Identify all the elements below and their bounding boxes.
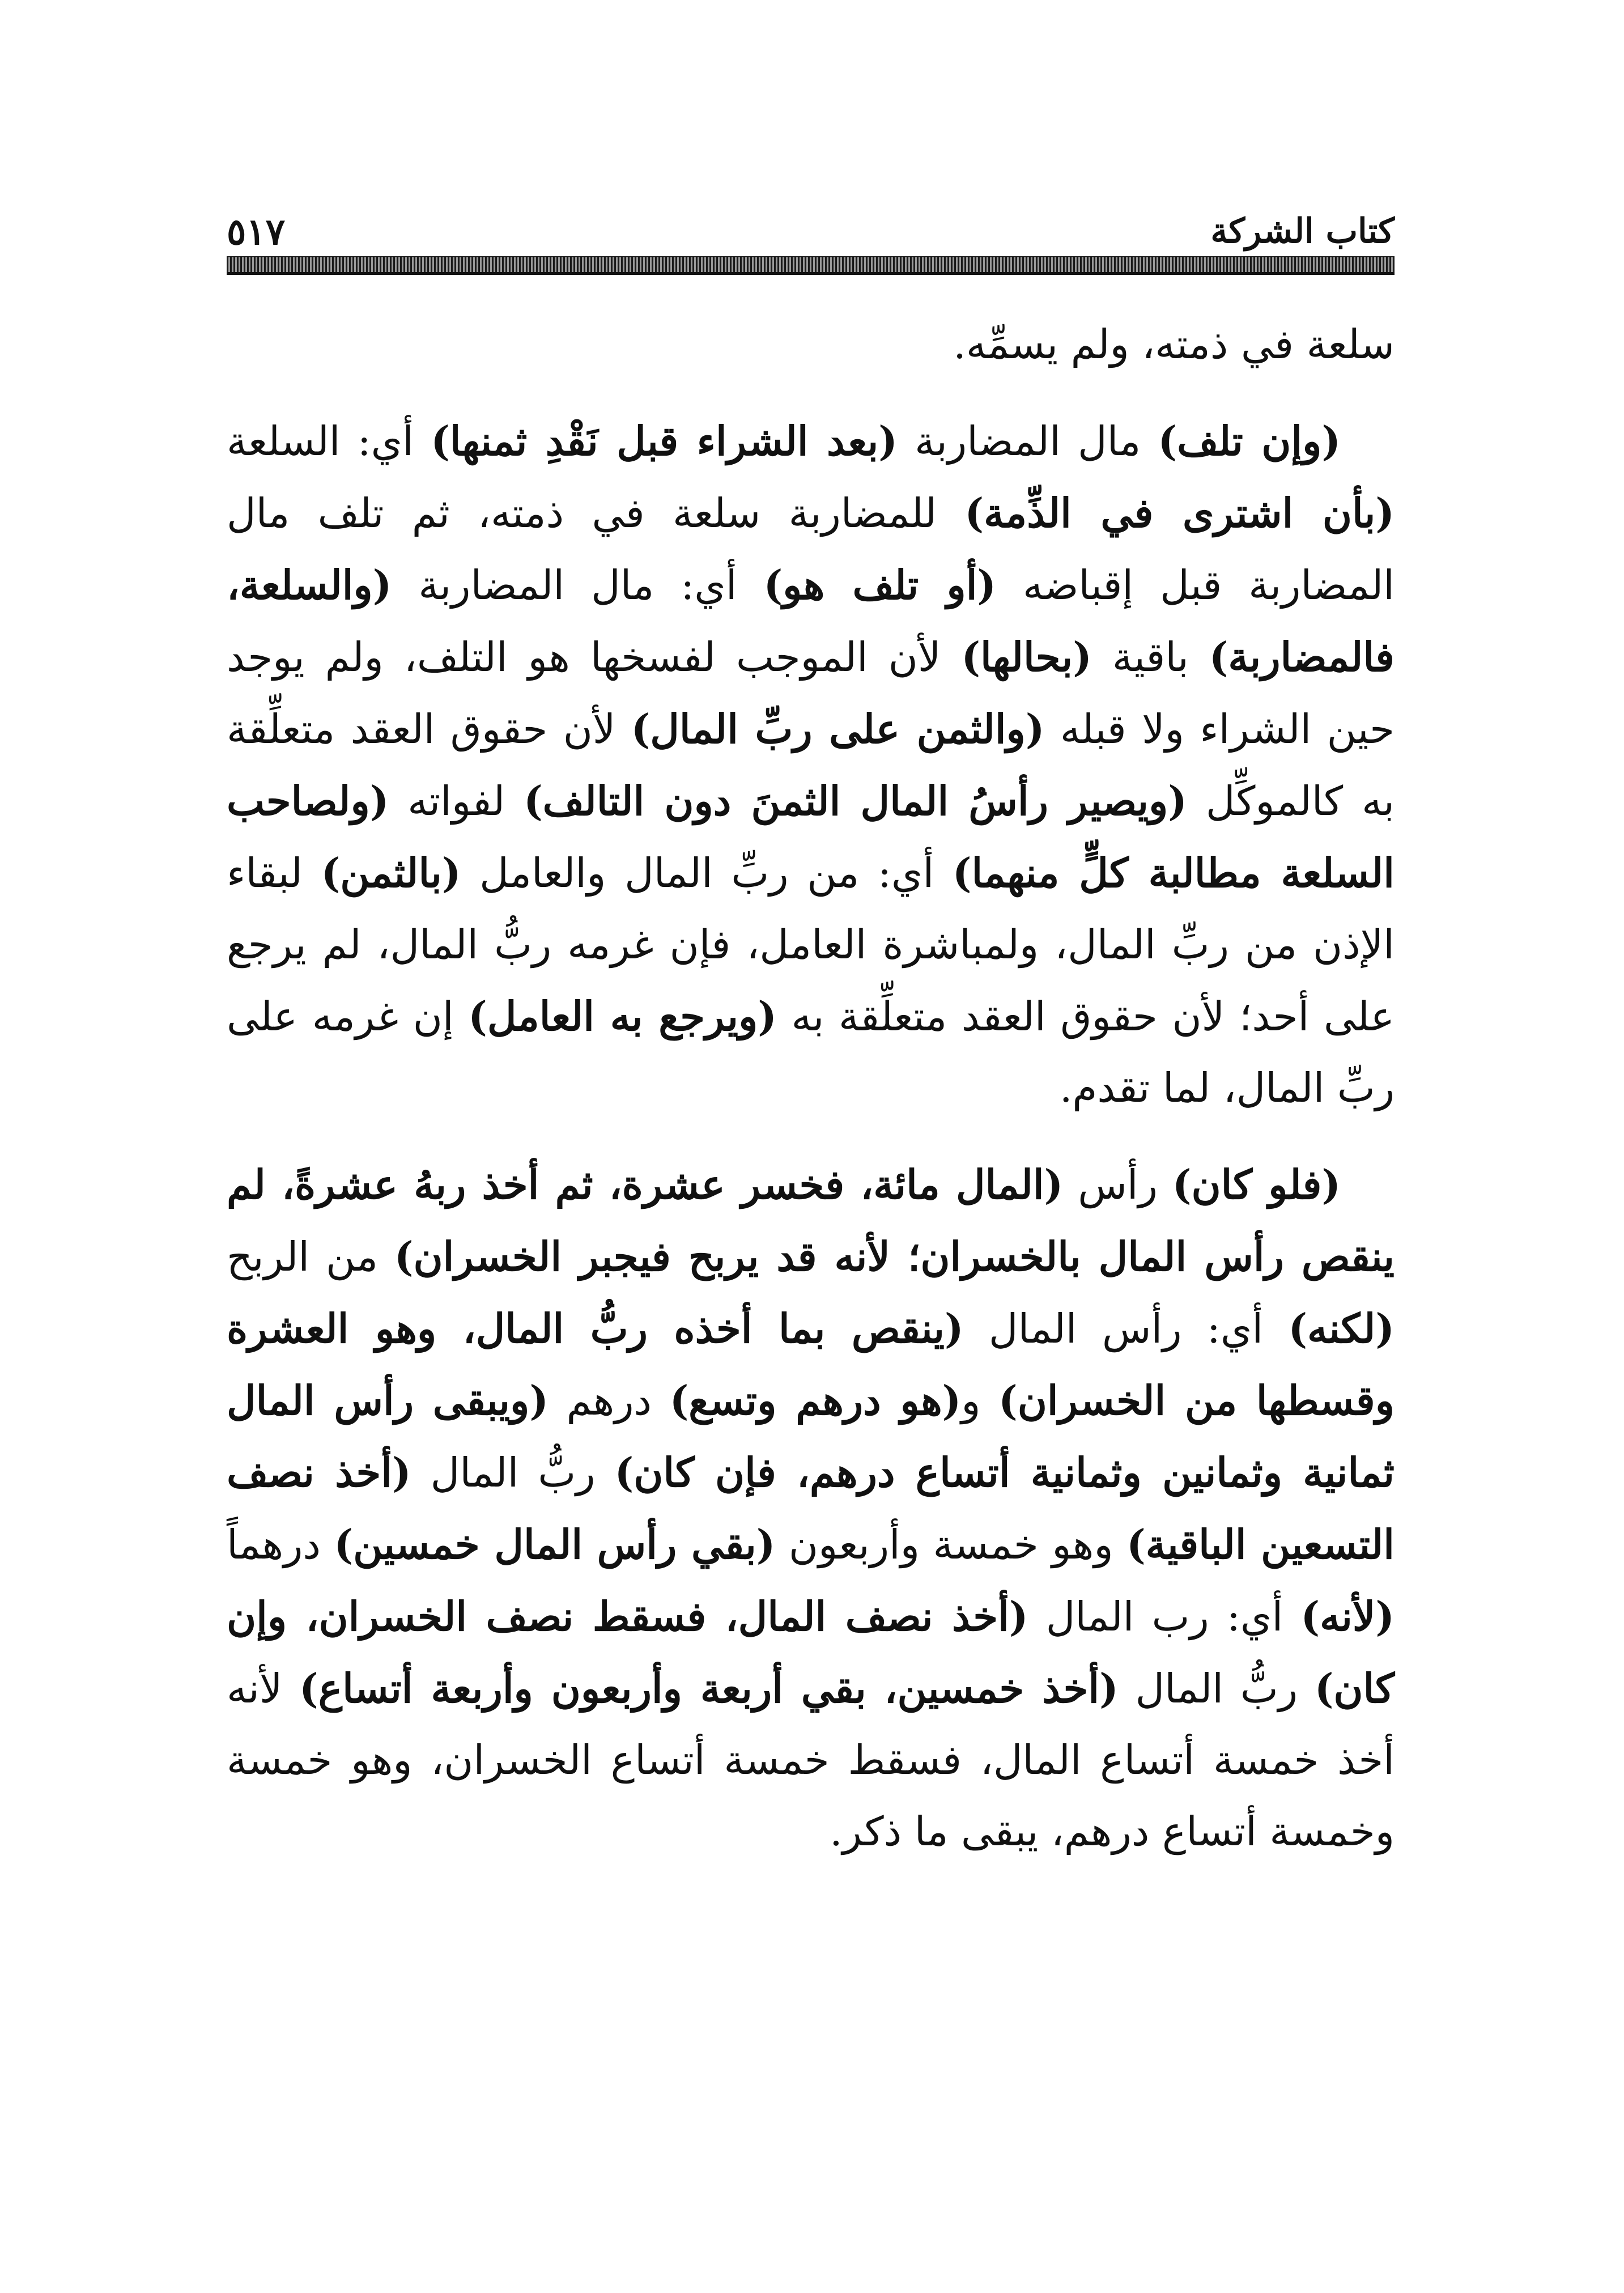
text-run: رأس [1063,1161,1172,1208]
bold-text-run: (فلو كان) [1172,1161,1341,1208]
paragraph [227,1149,1395,1867]
bold-text-run: (ويبقى رأس المال ثمانية وثمانين وثمانية أتساع درهم، فإن كان) [227,1377,1395,1496]
bold-text-run: (بحالها) [961,633,1092,681]
bold-text-run: (هو درهم وتسع) [669,1377,962,1424]
text-run: درهم [548,1377,670,1424]
header-divider [227,256,1395,275]
bold-text-run: (أخذ نصف المال، فسقط نصف الخسران، وإن كان) [227,1593,1395,1712]
text-run: ربُّ المال [1118,1665,1315,1712]
bold-text-run: (ينقص بما أخذه ربُّ المال، وهو العشرة وقسطها من الخسران) [227,1305,1395,1424]
chapter-title: كتاب الشركة [1210,211,1395,251]
text-run: لأن حقوق العقد متعلِّقة به كالموكِّل [227,706,1395,825]
text-run: لبقاء الإذن من ربِّ المال، ولمباشرة العامل، فإن غرمه ربُّ المال، لم يرجع على أحد؛ لأن حقوق العقد متعلِّقة به [227,850,1395,1040]
text-run: للمضاربة سلعة في ذمته، ثم تلف مال المضاربة قبل إقباضه [227,490,1395,609]
bold-text-run: (ولصاحب السلعة مطالبة كلٍّ منهما) [227,777,1395,897]
bold-text-run: (لأنه) [1300,1593,1395,1640]
text-run: درهماً [227,1521,334,1568]
text-run: مال المضاربة [897,418,1158,465]
text-run: أي: رب المال [1028,1593,1301,1640]
text-run: ربُّ المال [411,1449,615,1496]
bold-text-run: (بالثمن) [321,849,461,897]
text-run: أي: رأس المال [963,1305,1289,1352]
paragraph [227,405,1395,1124]
bold-text-run: (أخذ خمسين، بقي أربعة وأربعون وأربعة أتساع) [299,1664,1119,1712]
text-run: وهو خمسة وأربعون [775,1521,1127,1568]
text-run: سلعة في ذمته، ولم يسمِّه. [953,321,1395,368]
bold-text-run: (بقي رأس المال خمسين) [334,1521,776,1568]
bold-text-run: (بأن اشترى في الذِّمة) [964,489,1395,537]
text-run: لأن الموجب لفسخها هو التلف، ولم يوجد حين الشراء ولا قبله [227,634,1395,753]
bold-text-run: (والسلعة، فالمضاربة) [227,561,1395,681]
bold-text-run: (ويرجع به العامل) [468,992,777,1040]
text-run: أي: من ربِّ المال والعامل [461,850,953,897]
bold-text-run: (المال مائة، فخسر عشرة، ثم أخذ ربهُ عشرةً، لم ينقص رأس المال بالخسران؛ لأنه قد يربح فيجبر الخسران) [227,1161,1395,1280]
text-run: من الربح [227,1233,394,1280]
text-run: أي: السلعة [227,418,431,465]
bold-text-run: (ويصير رأسُ المال الثمنَ دون التالف) [524,777,1187,825]
bold-text-run: (والثمن على ربِّ المال) [631,705,1045,753]
bold-text-run: (وإن تلف) [1158,417,1341,465]
text-run: أي: مال المضاربة [392,562,764,609]
text-run: لفواته [389,778,524,825]
text-body [227,309,1395,1892]
paragraph [227,309,1395,380]
bold-text-run: (بعد الشراء قبل نَقْدِ ثمنها) [431,417,898,465]
text-run: و [961,1377,999,1424]
text-run: إن غرمه على ربِّ المال، لما تقدم. [227,993,1395,1111]
running-header [227,201,1395,252]
text-run: لأنه أخذ خمسة أتساع المال، فسقط خمسة أتساع الخسران، وهو خمسة وخمسة أتساع درهم، يبقى ما ذكر. [227,1665,1395,1855]
text-run: باقية [1091,634,1209,681]
bold-text-run: (أخذ نصف التسعين الباقية) [227,1449,1395,1568]
bold-text-run: (أو تلف هو) [763,561,997,609]
bold-text-run: (لكنه) [1288,1305,1395,1352]
page-number: ٥١٧ [227,211,286,253]
